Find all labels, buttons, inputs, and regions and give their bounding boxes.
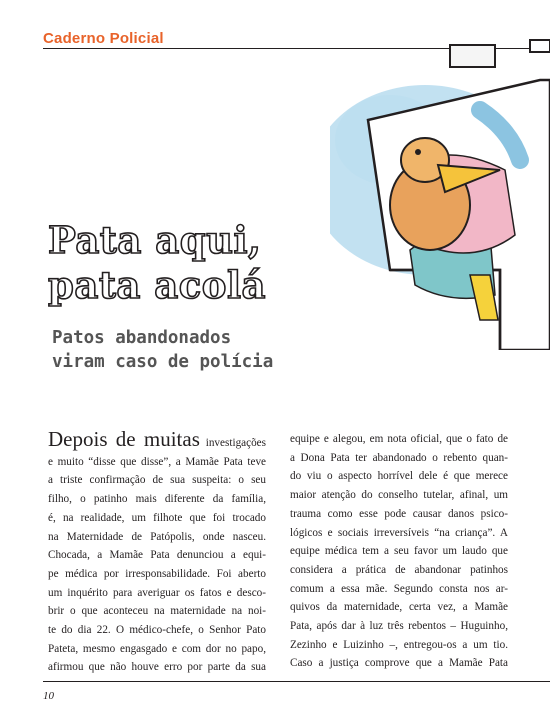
body-line: Caso a justiça comprove que a Mamãe Pata bbox=[290, 657, 508, 670]
body-line: equipe médica tem a seu favor um laudo que bbox=[290, 545, 508, 558]
lead-in: Depois de muitas bbox=[48, 427, 200, 451]
subtitle-line: Patos abandonados bbox=[52, 328, 232, 348]
body-line: a Dona Pata ter abandonado o rebento quan- bbox=[290, 451, 508, 464]
body-line bbox=[48, 427, 267, 453]
body-line: equipe e alegou, em nota oficial, que o fato de bbox=[290, 433, 508, 445]
article-column-left bbox=[48, 427, 267, 677]
body-line: comum a essa mãe. Segundo consta nos ar- bbox=[290, 582, 508, 595]
body-line: te do dia 22. O médico-chefe, o Senhor Pato bbox=[48, 624, 266, 637]
body-line: Zezinho e Luizinho –, entregou-os a um tio. bbox=[290, 638, 508, 651]
body-line: um inquérito para averiguar os fatos e desco- bbox=[48, 586, 266, 599]
body-line: lógicos e sociais irreversíveis “na criança”. A bbox=[290, 526, 508, 539]
section-title: Caderno Policial bbox=[43, 30, 164, 47]
page-number: 10 bbox=[43, 690, 54, 702]
body-line: e muito “disse que disse”, a Mamãe Pata teve bbox=[48, 455, 266, 468]
article-headline bbox=[48, 218, 266, 308]
body-line: trauma como esse pode causar danos psico- bbox=[290, 507, 508, 520]
body-line: brir o que aconteceu na maternidade na noi- bbox=[48, 605, 266, 618]
body-line: maior atenção do conselho tutelar, afinal, um bbox=[290, 489, 508, 502]
body-line: Pata, após dar à luz três rebentos – Huguinho, bbox=[290, 620, 508, 633]
body-line: do viu o aspecto horrível dele é que merece bbox=[290, 470, 508, 483]
body-line: na Maternidade de Patópolis, onde nasceu. bbox=[48, 530, 266, 543]
body-line: quivos da maternidade, certa vez, a Mamãe bbox=[290, 601, 508, 614]
body-line: Pateta, mesmo engasgado e com dor no papo, bbox=[48, 642, 266, 655]
body-line: filho, o patinho mais diferente da família, bbox=[48, 493, 266, 506]
lead-in-continuation: investigações bbox=[205, 437, 267, 449]
body-line: afirmou que não houve erro por parte da sua bbox=[48, 661, 266, 674]
article-column-right bbox=[290, 430, 508, 673]
body-line: a triste confirmação de sua suspeita: o seu bbox=[48, 474, 266, 487]
body-line: pe médica por irresponsabilidade. Foi aberto bbox=[48, 567, 266, 580]
door-sign bbox=[450, 45, 495, 67]
duck-illustration bbox=[330, 20, 550, 350]
headline-line: pata acolá bbox=[48, 263, 267, 307]
duck-eye bbox=[415, 149, 421, 155]
body-line: é, na realidade, um filhote que foi trocado bbox=[48, 511, 266, 524]
footer-divider bbox=[43, 681, 550, 682]
door-handle bbox=[530, 40, 550, 52]
article-subtitle bbox=[52, 326, 273, 374]
body-line: considera a prática de abandonar patinhos bbox=[290, 563, 508, 576]
headline-line: Pata aqui, bbox=[48, 218, 262, 262]
body-line: Chocada, a Mamãe Pata denunciou a equi- bbox=[48, 549, 266, 562]
subtitle-line: viram caso de polícia bbox=[52, 352, 274, 372]
